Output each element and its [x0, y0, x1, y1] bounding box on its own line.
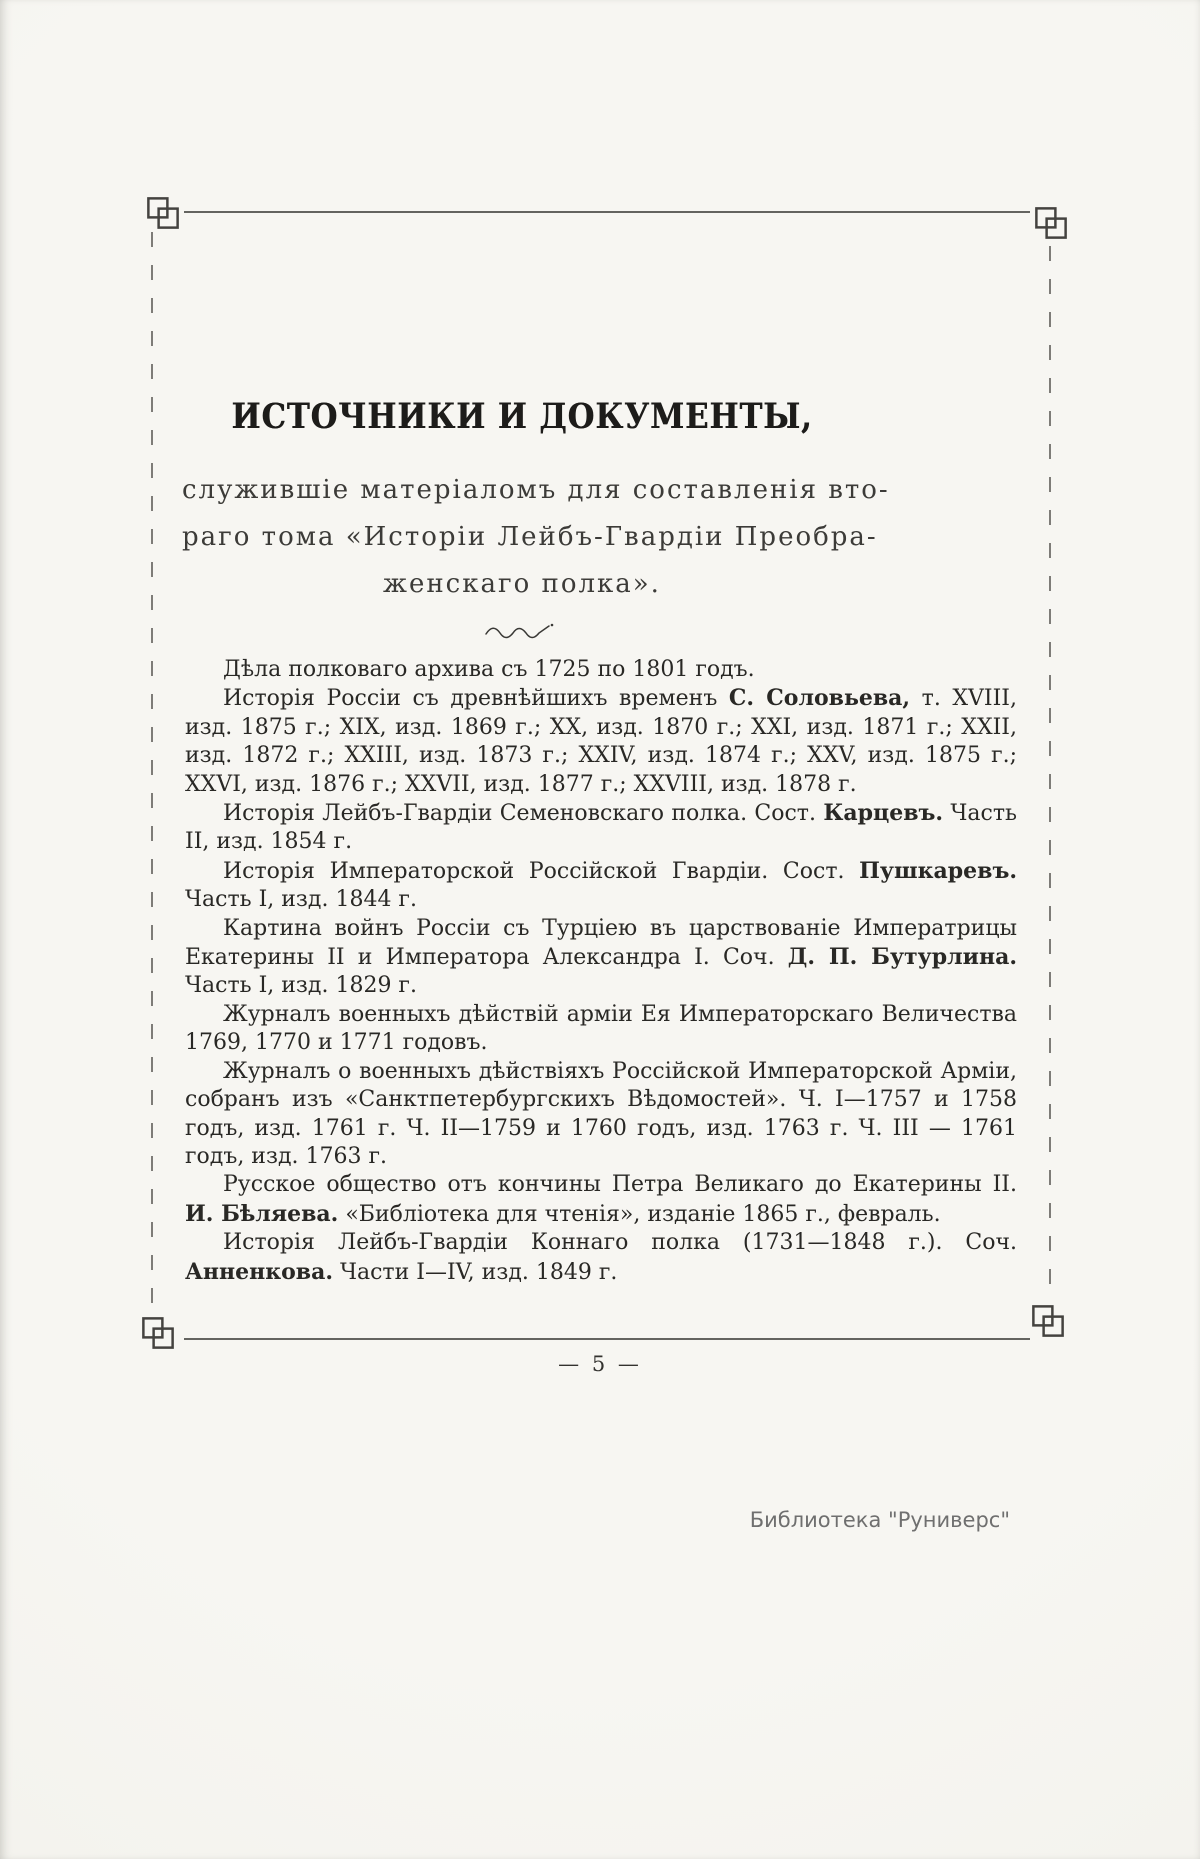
frame-border-bottom [184, 1338, 1030, 1340]
source-list [185, 656, 1017, 1287]
heading-block [182, 396, 890, 648]
frame-corner-knot-top-left [144, 194, 182, 232]
source-item: Картина войнъ Россіи съ Турціею въ царствованіе Императрицы Екатерины II и Императора Александра I. Соч. Д. П. Бутурлина. Часть I, изд. 1829 г. [185, 915, 1017, 999]
source-item: Исторія Императорской Россійской Гвардіи. Сост. Пушкаревъ. Часть I, изд. 1844 г. [185, 857, 1017, 913]
subtitle-line: женскаго полка». [383, 568, 661, 599]
frame-border-left [151, 232, 153, 1316]
subtitle [182, 467, 890, 608]
frame-corner-knot-bottom-left [139, 1314, 177, 1352]
source-item: Исторія Россіи съ древнѣйшихъ временъ С. Соловьева, т. XVIII, изд. 1875 г.; XIX, изд. 1869 г.; XX, изд. 1870 г.; XXI, изд. 1871 г.; XXII, изд. 1872 г.; XXIII, изд. 1873 г.; XXIV, изд. 1874 г.; XXV, изд. 1875 г.; XXVI, изд. 1876 г.; XXVII, изд. 1877 г.; XXVIII, изд. 1878 г. [185, 685, 1017, 797]
frame-corner-knot-top-right [1032, 204, 1070, 242]
source-item: Исторія Лейбъ-Гвардіи Семеновскаго полка. Сост. Карцевъ. Часть II, изд. 1854 г. [185, 800, 1018, 855]
divider-flourish-icon [480, 618, 564, 644]
subtitle-line: раго тома «Исторіи Лейбъ-Гвардіи Преобра- [182, 521, 878, 552]
frame-border-top [184, 211, 1030, 213]
library-watermark: Библиотека "Руниверс" [749, 1508, 1010, 1532]
source-item: Журналъ военныхъ дѣйствій арміи Ея Императорскаго Величества 1769, 1770 и 1771 годовъ. [185, 1001, 1017, 1056]
frame-corner-knot-bottom-right [1029, 1302, 1067, 1340]
frame-border-right [1049, 246, 1051, 1300]
page-number: — 5 — [558, 1352, 642, 1376]
source-item: Журналъ о военныхъ дѣйствіяхъ Россійской Императорской Арміи, собранъ изъ «Санктпетербургскихъ Вѣдомостей». Ч. I—1757 и 1758 годъ, изд. 1761 г. Ч. II—1759 и 1760 годъ, изд. 1763 г. Ч. III — 1761 годъ, изд. 1763 г. [185, 1058, 1017, 1169]
source-item: Дѣла полковаго архива съ 1725 по 1801 годъ. [223, 657, 755, 682]
source-item: Русское общество отъ кончины Петра Великаго до Екатерины II. И. Бѣляева. «Библіотека для чтенія», изданіе 1865 г., февраль. [185, 1172, 1017, 1227]
subtitle-line: служившіе матеріаломъ для составленія вто- [182, 474, 890, 505]
page-title: ИСТОЧНИКИ И ДОКУМЕНТЫ, [231, 396, 813, 437]
source-item: Исторія Лейбъ-Гвардіи Коннаго полка (1731—1848 г.). Соч. Анненкова. Части I—IV, изд. 1849 г. [185, 1230, 1017, 1285]
